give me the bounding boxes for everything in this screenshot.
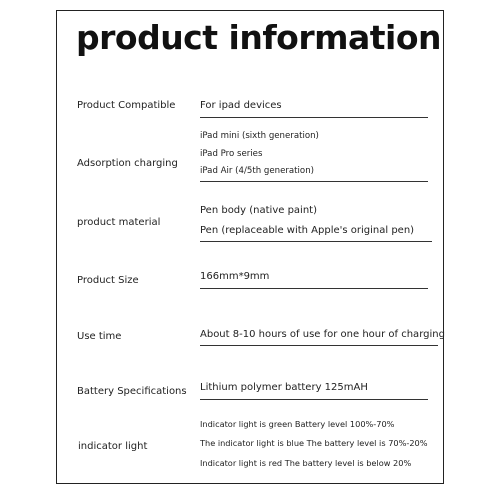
value-use-time: About 8-10 hours of use for one hour of charging xyxy=(200,329,445,340)
underline-product-compatible xyxy=(200,117,428,118)
row-label-adsorption-charging: Adsorption charging xyxy=(77,158,178,169)
underline-battery-specifications xyxy=(200,399,428,400)
row-label-use-time: Use time xyxy=(77,331,122,342)
underline-adsorption-charging xyxy=(200,181,428,182)
value-material-2: Pen (replaceable with Apple's original pen) xyxy=(200,225,415,236)
row-label-indicator-light: indicator light xyxy=(78,441,148,452)
row-label-product-size: Product Size xyxy=(77,275,139,286)
row-label-product-compatible: Product Compatible xyxy=(77,100,176,111)
underline-product-material xyxy=(200,241,432,242)
page-title: product information xyxy=(76,18,442,57)
value-battery-specifications: Lithium polymer battery 125mAH xyxy=(200,382,368,393)
value-adsorption-1: iPad mini (sixth generation) xyxy=(200,131,319,141)
underline-use-time xyxy=(200,345,438,346)
underline-product-size xyxy=(200,288,428,289)
value-product-size: 166mm*9mm xyxy=(200,271,270,282)
value-product-compatible: For ipad devices xyxy=(200,100,282,111)
row-label-battery-specifications: Battery Specifications xyxy=(77,386,187,397)
page-frame xyxy=(56,10,444,484)
value-material-1: Pen body (native paint) xyxy=(200,205,317,216)
row-label-product-material: product material xyxy=(77,217,161,228)
value-indicator-green: Indicator light is green Battery level 100%-70% xyxy=(200,419,395,429)
value-indicator-red: Indicator light is red The battery level is below 20% xyxy=(200,458,412,468)
value-adsorption-2: iPad Pro series xyxy=(200,149,263,159)
value-adsorption-3: iPad Air (4/5th generation) xyxy=(200,166,314,176)
value-indicator-blue: The indicator light is blue The battery level is 70%-20% xyxy=(200,438,428,448)
